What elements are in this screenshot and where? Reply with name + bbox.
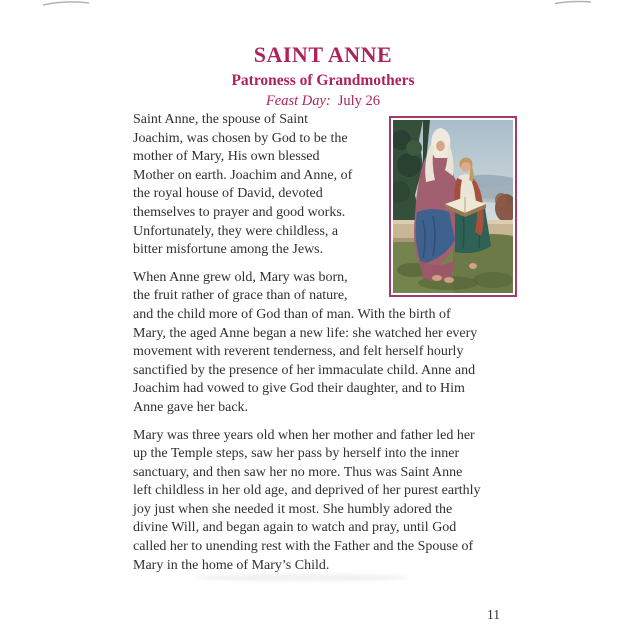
page-curl-mark xyxy=(554,0,592,5)
text-line: Mary was three years old when her mother and father led her xyxy=(133,427,475,443)
text-line: Joachim had vowed to give God their daughter, and to Him xyxy=(133,381,465,397)
text-line: sanctified by the presence of her immaculate child. Anne and xyxy=(133,362,476,378)
text-line: up the Temple steps, saw her pass by herself into the inner xyxy=(133,446,460,462)
scan-smudge xyxy=(195,574,410,581)
text-line: Mary in the home of Mary’s Child. xyxy=(133,557,330,573)
feast-day-label: Feast Day: xyxy=(265,93,331,109)
page-subtitle: Patroness of Grandmothers xyxy=(231,72,415,89)
text-line: divine Will, and began again to watch and pray, until God xyxy=(133,520,457,536)
text-line: When Anne grew old, Mary was born, xyxy=(133,269,348,285)
text-line: and the child more of God than of man. With the birth of xyxy=(133,306,451,322)
text-line: movement with reverent tenderness, and felt herself hourly xyxy=(133,344,464,360)
article-body xyxy=(133,111,517,575)
text-line: Unfortunately, they were childless, a xyxy=(133,223,339,239)
page-header xyxy=(130,42,516,110)
paragraph-3 xyxy=(133,427,517,576)
page-title: SAINT ANNE xyxy=(253,42,393,67)
feast-day-line xyxy=(130,93,516,110)
text-line: joy just when she needed it most. She humbly adored the xyxy=(133,501,453,517)
text-line: sanctuary, and then saw her no more. Thus was Saint Anne xyxy=(133,464,463,480)
text-line: Joachim, was chosen by God to be the xyxy=(133,130,348,146)
paragraph-1 xyxy=(133,111,517,260)
text-line: the royal house of David, devoted xyxy=(133,186,323,202)
page-curl-mark xyxy=(42,0,90,6)
text-line: bitter misfortune among the Jews. xyxy=(133,242,324,258)
text-line: themselves to prayer and good works. xyxy=(133,204,346,220)
text-line: Mary, the aged Anne began a new life: she watched her every xyxy=(133,325,478,341)
page-number: 11 xyxy=(487,607,500,622)
paragraph-2 xyxy=(133,269,517,418)
text-line: called her to unending rest with the Father and the Spouse of xyxy=(133,539,474,555)
text-line: Mother on earth. Joachim and Anne, of xyxy=(133,167,353,183)
text-line: the fruit rather of grace than of nature, xyxy=(133,288,348,304)
text-line: left childless in her old age, and deprived of her purest earthly xyxy=(133,483,481,499)
text-line: mother of Mary, His own blessed xyxy=(133,149,320,165)
feast-day-value: July 26 xyxy=(337,93,381,109)
text-line: Saint Anne, the spouse of Saint xyxy=(133,112,308,127)
text-line: Anne gave her back. xyxy=(133,399,249,415)
